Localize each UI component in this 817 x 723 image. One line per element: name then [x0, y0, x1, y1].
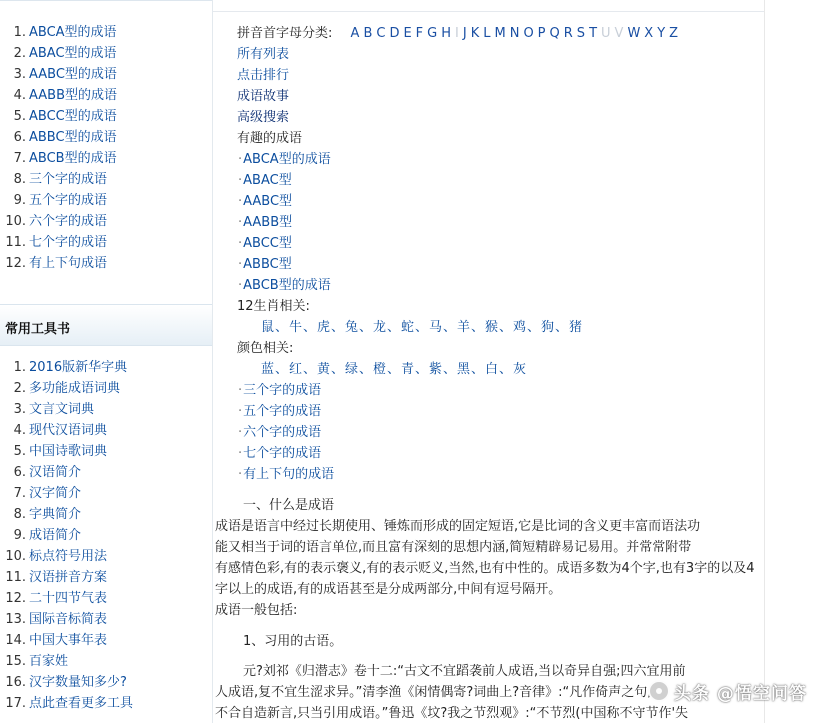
tool-item-number: 10.: [5, 549, 26, 564]
fun-chengyu-link-label: ABCB型的成语: [243, 278, 331, 293]
pinyin-letter-h[interactable]: H: [441, 26, 452, 41]
left-sidebar: [0, 0, 213, 723]
tool-item-link[interactable]: 多功能成语词典: [29, 381, 121, 396]
tool-item[interactable]: [0, 483, 213, 504]
tool-item[interactable]: [0, 420, 213, 441]
fun-chengyu-link[interactable]: [238, 149, 331, 170]
fun-chengyu-link[interactable]: [238, 170, 292, 191]
chengyu-item[interactable]: [0, 22, 213, 43]
chengyu-item[interactable]: [0, 190, 213, 211]
word-count-link[interactable]: [238, 401, 321, 422]
word-count-link[interactable]: [238, 422, 321, 443]
bullet-dot: ·: [238, 236, 243, 251]
bullet-dot: ·: [238, 467, 243, 482]
definition-line-2: 能又相当于词的语言单位,而且富有深刻的思想内涵,简短精辟易记易用。并常常附带: [215, 540, 692, 555]
tool-item[interactable]: [0, 357, 213, 378]
definition-line-4: 字以上的成语,有的成语甚至是分成两部分,中间有逗号隔开。: [215, 582, 562, 597]
tool-item-number: 16.: [5, 675, 26, 690]
word-count-link-label: 六个字的成语: [243, 425, 322, 440]
section-title: 一、什么是成语: [243, 498, 335, 513]
main-top-border: [213, 11, 765, 12]
chengyu-item-link[interactable]: ABAC型的成语: [29, 46, 117, 61]
word-count-link-label: 五个字的成语: [243, 404, 322, 419]
fun-chengyu-link-label: AABC型: [243, 194, 293, 209]
quote-line-2: 人成语,复不宜生涩求异。”清李渔《闲情偶寄?词曲上?音律》:“凡作倚声之句,: [215, 685, 652, 700]
fun-chengyu-link-label: ABBC型: [243, 257, 292, 272]
word-count-link-label: 三个字的成语: [243, 383, 322, 398]
word-count-link[interactable]: [238, 380, 321, 401]
subheading-1: 1、习用的古语。: [243, 634, 343, 649]
chengyu-item[interactable]: [0, 253, 213, 274]
pinyin-letter-u: U: [601, 26, 611, 41]
chengyu-item-link[interactable]: 有上下句成语: [29, 256, 108, 271]
pinyin-letter-l[interactable]: L: [483, 26, 491, 41]
tool-item-number: 1.: [13, 360, 26, 375]
fun-chengyu-link-label: ABAC型: [243, 173, 292, 188]
word-count-link-label: 有上下句的成语: [243, 467, 335, 482]
quote-line-3: 不合自造新言,只当引用成语。”鲁迅《坟?我之节烈观》:“不节烈(中国称不守节作'失: [215, 706, 689, 721]
pinyin-letter-y[interactable]: Y: [657, 26, 666, 41]
tool-item[interactable]: [0, 609, 213, 630]
tool-item-number: 17.: [5, 696, 26, 711]
tool-item-number: 11.: [5, 570, 26, 585]
pinyin-label: 拼音首字母分类:: [237, 26, 333, 41]
color-label: 颜色相关:: [237, 341, 294, 356]
chengyu-item-number: 3.: [13, 67, 26, 82]
tool-item-number: 4.: [13, 423, 26, 438]
fun-chengyu-link[interactable]: [238, 233, 292, 254]
chengyu-item-number: 4.: [13, 88, 26, 103]
chengyu-item-number: 11.: [5, 235, 26, 250]
all-list-link[interactable]: 所有列表: [237, 47, 290, 62]
tool-item-link[interactable]: 百家姓: [29, 654, 69, 669]
pinyin-index: [237, 24, 678, 44]
tool-item-link[interactable]: 二十四节气表: [29, 591, 108, 606]
tool-item[interactable]: [0, 693, 213, 714]
chengyu-item-number: 1.: [13, 25, 26, 40]
tool-item-link[interactable]: 汉语简介: [29, 465, 82, 480]
tool-item[interactable]: [0, 567, 213, 588]
zodiac-label: 12生肖相关:: [237, 299, 310, 314]
bullet-dot: ·: [238, 173, 243, 188]
chengyu-item-link[interactable]: 七个字的成语: [29, 235, 108, 250]
chengyu-item-number: 12.: [5, 256, 26, 271]
tool-item-number: 14.: [5, 633, 26, 648]
tool-item-link[interactable]: 中国诗歌词典: [29, 444, 108, 459]
tool-item[interactable]: [0, 399, 213, 420]
toolbox-header: [0, 304, 213, 346]
bullet-dot: ·: [238, 152, 243, 167]
tool-item[interactable]: [0, 546, 213, 567]
tool-item-link[interactable]: 中国大事年表: [29, 633, 108, 648]
bullet-dot: ·: [238, 215, 243, 230]
fun-chengyu-link[interactable]: [238, 275, 331, 296]
word-count-link[interactable]: [238, 464, 334, 485]
chengyu-item[interactable]: [0, 43, 213, 64]
tool-item-link[interactable]: 字典简介: [29, 507, 82, 522]
bullet-dot: ·: [238, 404, 243, 419]
definition-line-1: 成语是语言中经过长期使用、锤炼而形成的固定短语,它是比词的含义更丰富而语法功: [215, 519, 701, 534]
chengyu-item-number: 2.: [13, 46, 26, 61]
pinyin-letter-d[interactable]: D: [389, 26, 400, 41]
chengyu-item[interactable]: [0, 127, 213, 148]
tool-item[interactable]: [0, 462, 213, 483]
tool-item-link[interactable]: 标点符号用法: [29, 549, 108, 564]
chengyu-item-number: 6.: [13, 130, 26, 145]
bullet-dot: ·: [238, 257, 243, 272]
tool-item-link[interactable]: 汉语拼音方案: [29, 570, 108, 585]
includes-line: 成语一般包括:: [215, 603, 298, 618]
chengyu-item-number: 5.: [13, 109, 26, 124]
click-rank-link[interactable]: 点击排行: [237, 68, 290, 83]
chengyu-item-number: 8.: [13, 172, 26, 187]
chengyu-item-link[interactable]: ABCB型的成语: [29, 151, 117, 166]
pinyin-letter-r[interactable]: R: [563, 26, 573, 41]
pinyin-letter-k[interactable]: K: [470, 26, 480, 41]
chengyu-item[interactable]: [0, 211, 213, 232]
bullet-dot: ·: [238, 278, 243, 293]
pinyin-letter-c[interactable]: C: [376, 26, 386, 41]
pinyin-letter-a[interactable]: A: [350, 26, 360, 41]
tool-item-number: 8.: [13, 507, 26, 522]
pinyin-letter-x[interactable]: X: [644, 26, 654, 41]
tool-item[interactable]: [0, 630, 213, 651]
chengyu-item-link[interactable]: ABCC型的成语: [29, 109, 117, 124]
chengyu-item[interactable]: [0, 148, 213, 169]
chengyu-item-link[interactable]: AABB型的成语: [29, 88, 117, 103]
pinyin-letter-v: V: [614, 26, 624, 41]
chengyu-item-number: 10.: [5, 214, 26, 229]
chengyu-item[interactable]: [0, 106, 213, 127]
tool-item[interactable]: [0, 672, 213, 693]
pinyin-letter-g[interactable]: G: [427, 26, 438, 41]
definition-paragraph: [215, 516, 763, 621]
pinyin-letter-s[interactable]: S: [576, 26, 586, 41]
sidebar-top-border: [0, 0, 213, 1]
tool-item[interactable]: [0, 525, 213, 546]
fun-chengyu-link[interactable]: [238, 254, 292, 275]
pinyin-letter-j[interactable]: J: [462, 26, 467, 41]
pinyin-letter-t[interactable]: T: [589, 26, 598, 41]
chengyu-item-link[interactable]: ABCA型的成语: [29, 25, 117, 40]
chengyu-item-number: 9.: [13, 193, 26, 208]
pinyin-letter-z[interactable]: Z: [669, 26, 679, 41]
definition-line-3: 有感情色彩,有的表示褒义,有的表示贬义,当然,也有中性的。成语多数为4个字,也有3字的以及4: [215, 561, 755, 576]
zodiac-items[interactable]: 鼠、牛、虎、兔、龙、蛇、马、羊、猴、鸡、狗、猪: [261, 320, 584, 335]
bullet-dot: ·: [238, 446, 243, 461]
tool-item[interactable]: [0, 651, 213, 672]
tool-item-number: 15.: [5, 654, 26, 669]
quote-line-1: 元?刘祁《归潜志》卷十二:“古文不宜蹈袭前人成语,当以奇异自强;四六宜用前: [243, 664, 686, 679]
pinyin-letter-f[interactable]: F: [415, 26, 424, 41]
tools-list: [0, 357, 213, 714]
chengyu-item-number: 7.: [13, 151, 26, 166]
fun-chengyu-link-label: ABCA型的成语: [243, 152, 331, 167]
word-count-link-label: 七个字的成语: [243, 446, 322, 461]
tool-item-link[interactable]: 汉字简介: [29, 486, 82, 501]
chengyu-item-link[interactable]: 六个字的成语: [29, 214, 108, 229]
fun-chengyu-link-label: AABB型: [243, 215, 293, 230]
tool-item-link[interactable]: 国际音标简表: [29, 612, 108, 627]
tool-item-link[interactable]: 成语简介: [29, 528, 82, 543]
chengyu-item[interactable]: [0, 169, 213, 190]
tool-item[interactable]: [0, 441, 213, 462]
chengyu-item[interactable]: [0, 85, 213, 106]
bullet-dot: ·: [238, 425, 243, 440]
chengyu-item[interactable]: [0, 64, 213, 85]
pinyin-letter-m[interactable]: M: [494, 26, 506, 41]
tool-item-link[interactable]: 点此查看更多工具: [29, 696, 134, 711]
chengyu-item-link[interactable]: AABC型的成语: [29, 67, 117, 82]
chengyu-item-link[interactable]: ABBC型的成语: [29, 130, 117, 145]
tool-item-link[interactable]: 现代汉语词典: [29, 423, 108, 438]
tool-item-number: 7.: [13, 486, 26, 501]
pinyin-letter-q[interactable]: Q: [549, 26, 560, 41]
chengyu-type-list: [0, 22, 213, 274]
chengyu-item[interactable]: [0, 232, 213, 253]
main-content: [213, 0, 765, 723]
pinyin-letter-o[interactable]: O: [523, 26, 534, 41]
word-count-link[interactable]: [238, 443, 321, 464]
tool-item-link[interactable]: 2016版新华字典: [29, 360, 128, 375]
bullet-dot: ·: [238, 383, 243, 398]
pinyin-letter-i: I: [455, 26, 459, 41]
fun-chengyu-link[interactable]: [238, 191, 292, 212]
chengyu-item-link[interactable]: 三个字的成语: [29, 172, 108, 187]
tool-item-number: 6.: [13, 465, 26, 480]
tool-item[interactable]: [0, 588, 213, 609]
tool-item-link[interactable]: 文言文词典: [29, 402, 95, 417]
tool-item-link[interactable]: 汉字数量知多少?: [29, 675, 127, 690]
color-items[interactable]: 蓝、红、黄、绿、橙、青、紫、黑、白、灰: [261, 362, 528, 377]
pinyin-letter-w[interactable]: W: [627, 26, 641, 41]
advanced-search-link[interactable]: 高级搜索: [237, 110, 290, 125]
tool-item-number: 13.: [5, 612, 26, 627]
tool-item-number: 12.: [5, 591, 26, 606]
story-link[interactable]: 成语故事: [237, 89, 290, 104]
fun-chengyu-label: 有趣的成语: [237, 131, 303, 146]
bullet-dot: ·: [238, 194, 243, 209]
tool-item[interactable]: [0, 504, 213, 525]
toolbox-title: 常用工具书: [5, 322, 71, 337]
sidebar-gap: [0, 283, 213, 305]
pinyin-letter-p[interactable]: P: [537, 26, 546, 41]
tool-item-number: 3.: [13, 402, 26, 417]
pinyin-letter-b[interactable]: B: [363, 26, 373, 41]
tool-item-number: 5.: [13, 444, 26, 459]
pinyin-letter-n[interactable]: N: [509, 26, 520, 41]
fun-chengyu-link[interactable]: [238, 212, 292, 233]
tool-item-number: 2.: [13, 381, 26, 396]
pinyin-letter-e[interactable]: E: [403, 26, 412, 41]
watermark-text: 头条 @悟空问答: [674, 683, 807, 704]
wukong-logo-icon: [648, 680, 670, 702]
tool-item-number: 9.: [13, 528, 26, 543]
fun-chengyu-link-label: ABCC型: [243, 236, 292, 251]
watermark: [648, 678, 807, 704]
chengyu-item-link[interactable]: 五个字的成语: [29, 193, 108, 208]
right-blank-area: [765, 0, 817, 723]
tool-item[interactable]: [0, 378, 213, 399]
